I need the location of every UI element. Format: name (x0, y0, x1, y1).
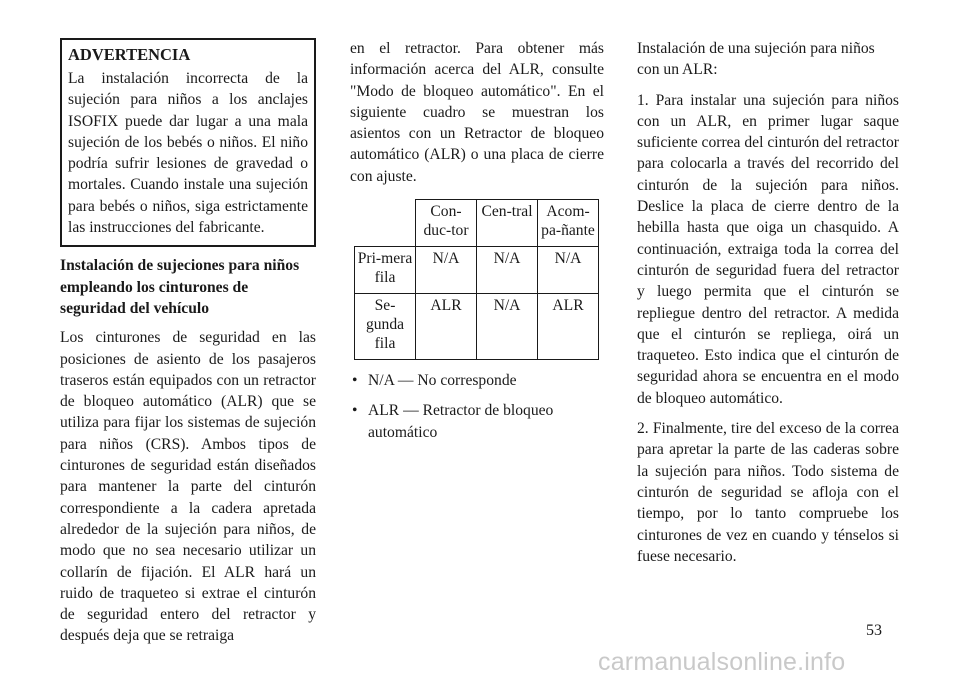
table-corner-cell (355, 200, 416, 247)
step-1: 1. Para instalar una sujeción para niños con un ALR, en primer lugar saque suficiente correa del cinturón del retractor para colocarla a través del recorrido del cinturón de la sujeción para niños. Deslice la placa de cierre dentro de la hebilla hasta que oiga un chasquido. A continuación, extraiga toda la correa del cinturón de seguridad fuera del retractor y luego permita que el cinturón se repliegue dentro del retractor. A medida que el cinturón se repliega, oirá un traqueteo. Esto indica que el cinturón de seguridad ahora se encuentra en el modo de bloqueo automático. (637, 91, 899, 407)
alr-seat-table (354, 199, 599, 360)
watermark: carmanualsonline.info (598, 648, 846, 676)
section-body-part2: en el retractor. Para obtener más información acerca del ALR, consulte "Modo de bloqueo automático". En el siguiente cuadro se muestran los asientos con un Retractor de bloqueo automático (ALR) o una placa de cierre con ajuste. (350, 40, 604, 185)
table-header-center: Cen-tral (477, 200, 538, 247)
table-cell: N/A (416, 247, 477, 294)
table-row-label: Pri-mera fila (355, 247, 416, 294)
table-cell: N/A (477, 294, 538, 360)
bullet-icon: • (352, 372, 358, 390)
list-item (350, 370, 604, 391)
warning-box (60, 38, 316, 247)
table-row (355, 247, 599, 294)
section-heading-alr: Instalación de una sujeción para niños con un ALR: (637, 40, 875, 79)
page-number: 53 (866, 622, 882, 639)
legend-text: ALR — Retractor de bloqueo automático (368, 402, 554, 441)
section-heading-belts: Instalación de sujeciones para niños empleando los cinturones de seguridad del vehículo (60, 257, 300, 317)
table-legend (350, 370, 604, 443)
legend-text: N/A — No corresponde (368, 372, 517, 390)
step-2: 2. Finalmente, tire del exceso de la correa para apretar la parte de las caderas sobre la sujeción para niños. Todo sistema de cinturón de seguridad se afloja con el tiempo, por lo tanto compruebe los cinturones de vez en cuando y ténselos si fuese necesario. (637, 420, 899, 565)
table-row-label: Se-gunda fila (355, 294, 416, 360)
table-cell: ALR (538, 294, 599, 360)
list-item (350, 400, 604, 443)
table-header-driver: Con-duc-tor (416, 200, 477, 247)
section-body-part1: Los cinturones de seguridad en las posiciones de asiento de los pasajeros traseros están equipados con un retractor de bloqueo automático (ALR) que se utiliza para fijar los sistemas de sujeción para niños (CRS). Ambos tipos de cinturones de seguridad están diseñados para mantener la parte del cinturón correspondiente a la cadera apretada alrededor de la sujeción para niños, de modo que no sea necesario utilizar un collarín de fijación. El ALR hará un ruido de traqueteo si extrae el cinturón de seguridad entero del retractor y después deja que se retraiga (60, 329, 316, 645)
column-right (637, 38, 899, 567)
table-header-passenger: Acom-pa-ñante (538, 200, 599, 247)
table-header-row (355, 200, 599, 247)
bullet-icon: • (352, 402, 358, 420)
table-cell: N/A (538, 247, 599, 294)
table-row (355, 294, 599, 360)
warning-title: ADVERTENCIA (68, 45, 191, 64)
column-left (60, 38, 316, 647)
column-middle (350, 38, 604, 452)
table-cell: ALR (416, 294, 477, 360)
warning-body: La instalación incorrecta de la sujeción para niños a los anclajes ISOFIX puede dar lugar a una mala sujeción de los bebés o niños. El niño podría sufrir lesiones de gravedad o mortales. Cuando instale una sujeción para bebés o niños, siga estrictamente las instrucciones del fabricante. (68, 70, 308, 237)
table-cell: N/A (477, 247, 538, 294)
